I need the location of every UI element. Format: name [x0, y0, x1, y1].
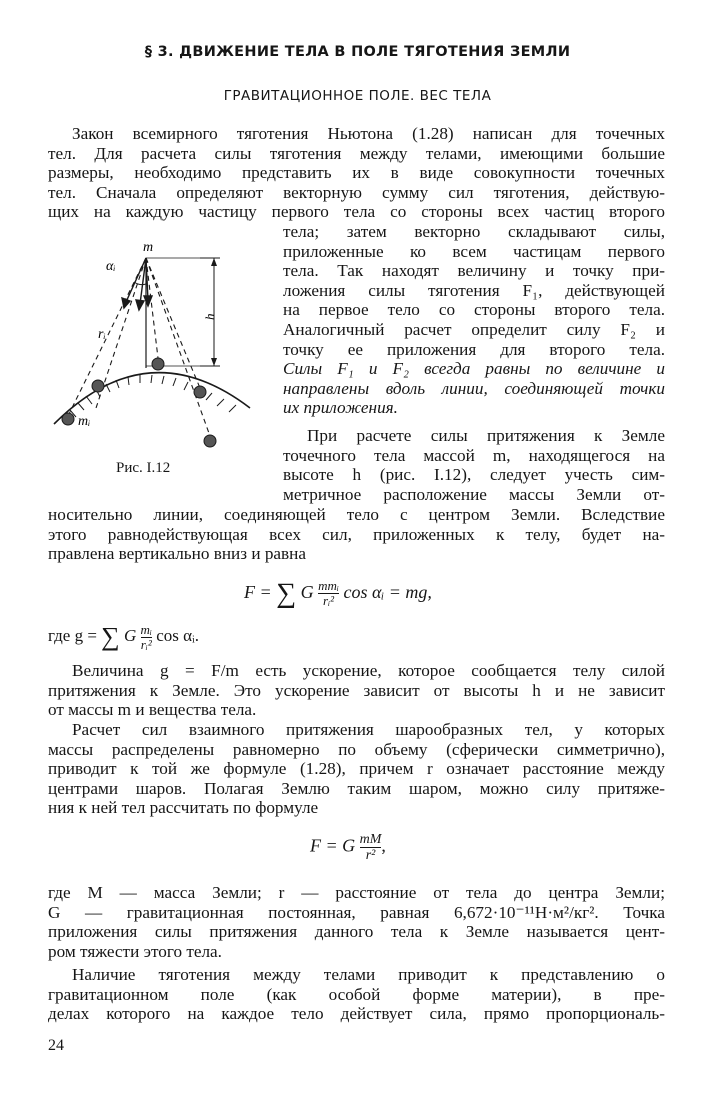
text-line: гравитационном поле (как особой форме материи), в пре- — [48, 984, 665, 1004]
label-h: h — [202, 313, 217, 320]
formula-part: где g = — [48, 626, 102, 645]
text-line: Расчет сил взаимного притяжения шарообразных тел, у которых — [72, 720, 665, 739]
paragraph-2 — [48, 505, 665, 564]
formula-2 — [48, 622, 199, 652]
subsection-title: ГРАВИТАЦИОННОЕ ПОЛЕ. ВЕС ТЕЛА — [223, 88, 492, 104]
formula-part: cos αᵢ. — [156, 626, 200, 645]
text-line: ния к ней тел рассчитать по формуле — [48, 798, 319, 818]
text-line: тела; затем векторно складывают силы, — [283, 222, 665, 241]
gravity-figure — [40, 238, 280, 456]
fraction-numerator: mmᵢ — [318, 578, 339, 594]
fraction-denominator: rᵢ² — [140, 636, 152, 652]
sum-symbol: ∑ — [101, 622, 120, 651]
text-line: центрами шаров. Полагая Землю таким шаром, можно силу притяже- — [48, 778, 665, 798]
text-line: G — гравитационная постоянная, равная 6,672·10⁻¹¹Н·м²/кг². Точка — [48, 902, 665, 922]
fraction-denominator: rᵢ² — [323, 593, 335, 609]
italic-line: их приложения. — [283, 398, 398, 418]
formula-part: F = — [244, 582, 277, 602]
text-line: точечного тела массой m, находящегося на — [283, 445, 665, 465]
italic-line: Силы F₁ и F₂ всегда равны по величине и — [283, 359, 665, 379]
formula-1 — [244, 578, 432, 610]
formula-part: , — [381, 835, 386, 856]
text-line: При расчете силы притяжения к Земле — [307, 426, 665, 445]
formula-part: G — [123, 626, 137, 645]
paragraph-5 — [48, 883, 665, 961]
label-alpha: αᵢ — [106, 259, 116, 274]
label-r: rᵢ — [98, 327, 106, 342]
text-line: приводит к той же формуле (1.28), причем r означает расстояние между — [48, 759, 665, 779]
text-line: Закон всемирного тяготения Ньютона (1.28) написан для точечных — [72, 124, 665, 143]
text-line: приложенные ко всем частицам первого — [283, 241, 665, 261]
text-line: ром тяжести этого тела. — [48, 941, 222, 961]
paragraph-4 — [48, 720, 665, 818]
text-line: носительно линии, соединяющей тело с центром Земли. Вследствие — [48, 505, 665, 524]
text-line: этого равнодействующая всех сил, приложенных к телу, будет на- — [48, 524, 665, 544]
formula-part: G — [300, 582, 314, 602]
formula-part: F = G — [310, 835, 356, 856]
paragraph-3 — [48, 661, 665, 720]
fraction-denominator: r² — [365, 848, 376, 863]
text-line: тел. Для расчета силы тяготения между телами, имеющими большие — [48, 143, 665, 163]
fraction-numerator: mᵢ — [140, 621, 152, 637]
paragraph-6 — [48, 965, 665, 1024]
text-line: размеры, необходимо представить их в виде совокупности точечных — [48, 163, 665, 183]
section-title: § 3. ДВИЖЕНИЕ ТЕЛА В ПОЛЕ ТЯГОТЕНИЯ ЗЕМЛИ — [144, 44, 571, 60]
label-mi: mᵢ — [78, 414, 91, 429]
text-line: массы распределены равномерно по объему (сферически симметрично), — [48, 739, 665, 759]
paragraph-1-wrapped — [283, 222, 665, 418]
page-number: 24 — [48, 1037, 64, 1054]
figure-caption: Рис. I.12 — [116, 460, 171, 476]
text-line: щих на каждую частицу первого тела со стороны всех частиц второго — [48, 202, 665, 222]
text-line: приложения силы притяжения данного тела к Земле называется цент- — [48, 922, 665, 942]
text-line: притяжения к Земле. Это ускорение зависит от высоты h и не зависит — [48, 680, 665, 700]
paragraph-2-wrapped — [283, 426, 665, 504]
text-line: Наличие тяготения между телами приводит к представлению о — [72, 965, 665, 984]
text-line: на первое тело со стороны второго тела. — [283, 300, 665, 320]
text-line: ложения силы тяготения F₁, действующей — [283, 280, 665, 300]
text-line: делах которого на каждое тело действует сила, прямо пропорциональ- — [48, 1004, 665, 1024]
text-line: метричное расположение массы Земли от- — [283, 484, 665, 504]
paragraph-1 — [48, 124, 665, 222]
label-m: m — [143, 240, 154, 255]
text-line: от массы m и вещества тела. — [48, 700, 257, 720]
text-line: Аналогичный расчет определит силу F₂ и — [283, 319, 665, 339]
formula-3 — [310, 832, 386, 863]
sum-symbol: ∑ — [276, 578, 297, 609]
italic-line: направлены вдоль линии, соединяющей точки — [283, 378, 665, 398]
text-line: Величина g = F/m есть ускорение, которое сообщается телу силой — [72, 661, 665, 680]
fraction-numerator: mM — [359, 832, 382, 847]
text-line: точку ее приложения для второго тела. — [283, 339, 665, 359]
formula-part: cos αᵢ = mg, — [343, 582, 432, 602]
text-line: тела. Так находят величину и точку при- — [283, 261, 665, 281]
text-line: правлена вертикально вниз и равна — [48, 544, 306, 564]
text-line: высоте h (рис. I.12), следует учесть сим- — [283, 465, 665, 485]
text-line: тел. Сначала определяют векторную сумму сил тяготения, действую- — [48, 182, 665, 202]
text-line: где M — масса Земли; r — расстояние от тела до центра Земли; — [48, 883, 665, 902]
